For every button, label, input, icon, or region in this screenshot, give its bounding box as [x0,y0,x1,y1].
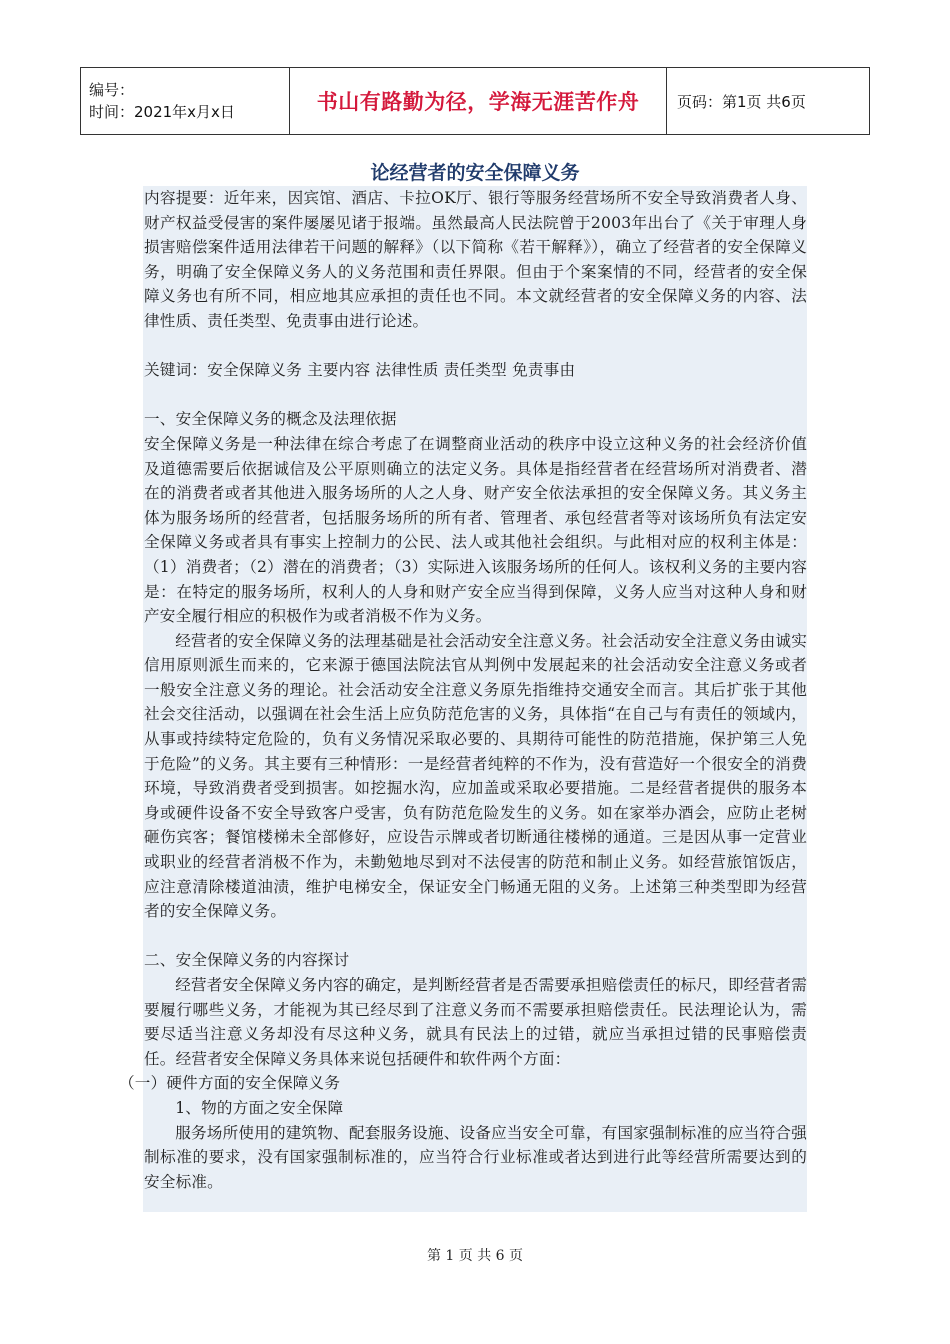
document-number-label: 编号： [89,81,135,99]
paragraph-spacer [144,924,807,949]
subsection-heading: （一）硬件方面的安全保障义务 [119,1074,341,1093]
body-paragraph: 服务场所使用的建筑物、配套服务设施、设备应当安全可靠，有国家强制标准的应当符合强制标准的要求，没有国家强制标准的，应当符合行业标准或者达到进行此等经营所需要达到的安全标准。 [144,1123,807,1191]
document-title: 论经营者的安全保障义务 [370,162,580,184]
page-footer: 第 1 页 共 6 页 [426,1248,524,1264]
document-body [119,186,807,1212]
document-header [80,67,870,135]
section-heading: 一、安全保障义务的概念及法理依据 [144,410,397,429]
body-paragraph: 安全保障义务是一种法律在综合考虑了在调整商业活动的秩序中设立这种义务的社会经济价值及道德需要后依据诚信及公平原则确立的法定义务。具体是指经营者在经营场所对消费者、潜在的消费者或者其他进入服务场所的人之人身、财产安全依法承担的安全保障义务。其义务主体为服务场所的经营者，包括服务场所的所有者、管理者、承包经营者等对该场所负有法定安全保障义务或者具有事实上控制力的公民、法人或其他社会组织。与此相对应的权利主体是：（1）消费者；（2）潜在的消费者；（3）实际进入该服务场所的任何人。该权利义务的主要内容是：在特定的服务场所，权利人的人身和财产安全应当得到保障，义务人应当对这种人身和财产安全履行相应的积极作为或者消极不作为义务。 [144,434,807,626]
subsubsection-heading: 1、物的方面之安全保障 [175,1098,344,1117]
header-page-info: 页码：第1页 共6页 [667,68,870,135]
body-paragraph: 经营者的安全保障义务的法理基础是社会活动安全注意义务。社会活动安全注意义务由诚实信用原则派生而来的，它来源于德国法院法官从判例中发展起来的社会活动安全注意义务或者一般安全注意义务的理论。社会活动安全注意义务原先指维持交通安全而言。其后扩张于其他社会交往活动，以强调在社会生活上应负防范危害的义务，具体指“在自己与有责任的领域内，从事或持续特定危险的，负有义务情况采取必要的、具期待可能性的防范措施，保护第三人免于危险”的义务。其主要有三种情形：一是经营者纯粹的不作为，没有营造好一个很安全的消费环境，导致消费者受到损害。如挖掘水沟，应加盖或采取必要措施。二是经营者提供的服务本身或硬件设备不安全导致客户受害，负有防范危险发生的义务。如在家举办酒会，应防止老树砸伤宾客；餐馆楼梯未全部修好，应设告示牌或者切断通往楼梯的通道。三是因从事一定营业或职业的经营者消极不作为，未勤勉地尽到对不法侵害的防范和制止义务。如经营旅馆饭店，应注意清除楼道油渍，维护电梯安全，保证安全门畅通无阻的义务。上述第三种类型即为经营者的安全保障义务。 [144,631,807,921]
summary-paragraph: 内容提要：近年来，因宾馆、酒店、卡拉OK厅、银行等服务经营场所不安全导致消费者人身、财产权益受侵害的案件屡屡见诸于报端。虽然最高人民法院曾于2003年出台了《关于审理人身损害赔偿案件适用法律若干问题的解释》（以下简称《若干解释》），确立了经营者的安全保障义务，明确了安全保障义务人的义务范围和责任界限。但由于个案案情的不同，经营者的安全保障义务也有所不同，相应地其应承担的责任也不同。本文就经营者的安全保障义务的内容、法律性质、责任类型、免责事由进行论述。 [144,189,807,330]
header-motto-cell [290,68,667,135]
header-meta-cell [81,68,290,135]
section-heading: 二、安全保障义务的内容探讨 [144,951,350,970]
keywords-line: 关键词：安全保障义务 主要内容 法律性质 责任类型 免责事由 [144,361,576,380]
document-date-label: 时间：2021年x月x日 [89,103,235,121]
body-paragraph: 经营者安全保障义务内容的确定，是判断经营者是否需要承担赔偿责任的标尺，即经营者需要履行哪些义务，才能视为其已经尽到了注意义务而不需要承担赔偿责任。民法理论认为，需要尽适当注意义务却没有尽这种义务，就具有民法上的过错，就应当承担过错的民事赔偿责任。经营者安全保障义务具体来说包括硬件和软件两个方面： [144,976,807,1068]
motto-text: 书山有路勤为径，学海无涯苦作舟 [316,90,640,114]
paragraph-spacer [144,334,807,359]
paragraph-spacer [144,383,807,408]
